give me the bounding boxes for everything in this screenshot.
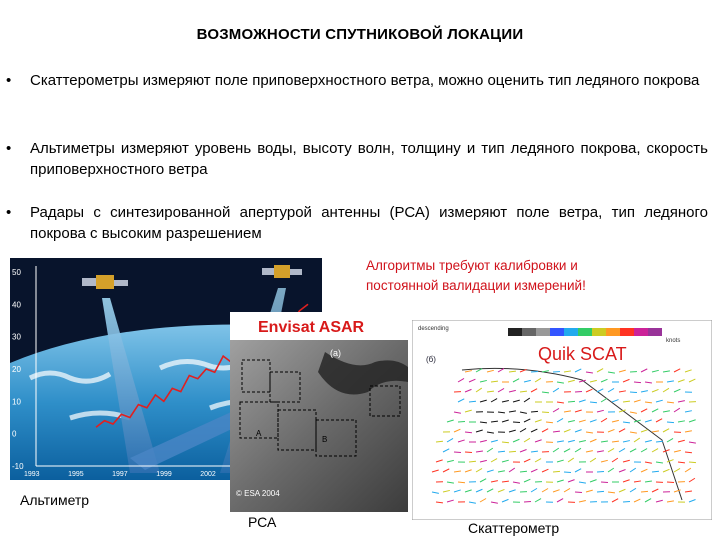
scale-swatch <box>508 328 522 336</box>
wind-vector <box>469 401 476 402</box>
bullet-scatterometers <box>6 70 708 91</box>
scale-swatch <box>620 328 634 336</box>
envisat-title: Envisat ASAR <box>258 319 365 336</box>
bullet-sar <box>6 202 708 244</box>
scale-swatch <box>634 328 648 336</box>
wind-vector <box>531 411 538 412</box>
wind-vector <box>568 401 575 402</box>
wind-vector <box>553 471 560 472</box>
wind-vector <box>458 421 465 422</box>
pass-direction: descending <box>418 326 449 332</box>
page-title: ВОЗМОЖНОСТИ СПУТНИКОВОЙ ЛОКАЦИИ <box>196 26 524 43</box>
sar-caption: РСА <box>248 514 277 530</box>
wind-vector <box>667 422 674 423</box>
x-tick-label: 1995 <box>68 471 84 478</box>
bullet-marker: • <box>6 140 12 157</box>
scale-swatch <box>606 328 620 336</box>
scale-swatch <box>550 328 564 336</box>
bullet-altimeters <box>6 138 708 180</box>
wind-vector <box>630 392 637 393</box>
bullet-text: Альтиметры измеряют уровень воды, высоту волн, толщину и тип ледяного покрова, скорость приповерхностного ветра <box>30 140 708 178</box>
label-b: B <box>322 435 328 444</box>
sar-image <box>230 312 408 512</box>
panel-label: (a) <box>330 348 341 358</box>
panel-label: (б) <box>426 355 436 364</box>
wind-vector <box>531 371 538 372</box>
y-tick-label: 50 <box>12 268 21 277</box>
bullet-marker: • <box>6 204 12 221</box>
x-tick-label: 1997 <box>112 471 128 478</box>
wind-vector <box>634 382 641 383</box>
wind-vector <box>689 462 696 463</box>
scatterometer-caption: Скаттерометр <box>468 520 560 536</box>
scale-swatch <box>648 328 662 336</box>
scale-swatch <box>522 328 536 336</box>
wind-vector <box>465 452 472 453</box>
altimeter-caption: Альтиметр <box>20 492 90 508</box>
y-tick-label: 0 <box>12 429 17 439</box>
esa-copyright: © ESA 2004 <box>236 489 280 498</box>
x-tick-label: 1999 <box>156 471 172 478</box>
scale-units: knots <box>666 338 681 344</box>
bullet-marker: • <box>6 72 12 89</box>
label-a: A <box>256 429 262 438</box>
bullet-text: Скаттерометры измеряют поле приповерхностного ветра, можно оценить тип ледяного покрова <box>30 72 700 89</box>
y-tick-label: -10 <box>12 462 24 471</box>
bullet-text: Радары с синтезированной апертурой антенны (РСА) измеряют поле ветра, тип ледяного покрова с высоким разрешением <box>30 204 708 242</box>
x-tick-label: 1993 <box>24 471 40 478</box>
speed-scale-bar <box>508 328 662 336</box>
y-tick-label: 30 <box>12 332 21 342</box>
calibration-note <box>366 256 666 296</box>
wind-vector <box>575 492 582 493</box>
scale-swatch <box>564 328 578 336</box>
wind-vector <box>509 451 516 452</box>
y-tick-label: 40 <box>12 300 21 310</box>
y-tick-label: 20 <box>12 365 21 374</box>
wind-vector <box>575 391 582 392</box>
wind-vector <box>597 491 604 492</box>
wind-vector <box>454 452 461 453</box>
quikscat-figure <box>412 320 712 536</box>
envisat-asar-figure <box>230 312 408 530</box>
scale-swatch <box>592 328 606 336</box>
note-line-1: Алгоритмы требуют калибровки и <box>366 258 578 273</box>
wind-vector <box>597 471 604 472</box>
wind-field-map <box>412 320 712 520</box>
wind-vector <box>641 491 648 492</box>
wind-vector <box>520 471 527 472</box>
scale-swatch <box>536 328 550 336</box>
x-tick-label: 2002 <box>200 471 216 478</box>
note-line-2: постоянной валидации измерений! <box>366 278 586 293</box>
y-tick-label: 10 <box>12 397 21 407</box>
scale-swatch <box>578 328 592 336</box>
wind-vector <box>564 472 571 473</box>
quikscat-title: Quik SCAT <box>538 344 627 364</box>
